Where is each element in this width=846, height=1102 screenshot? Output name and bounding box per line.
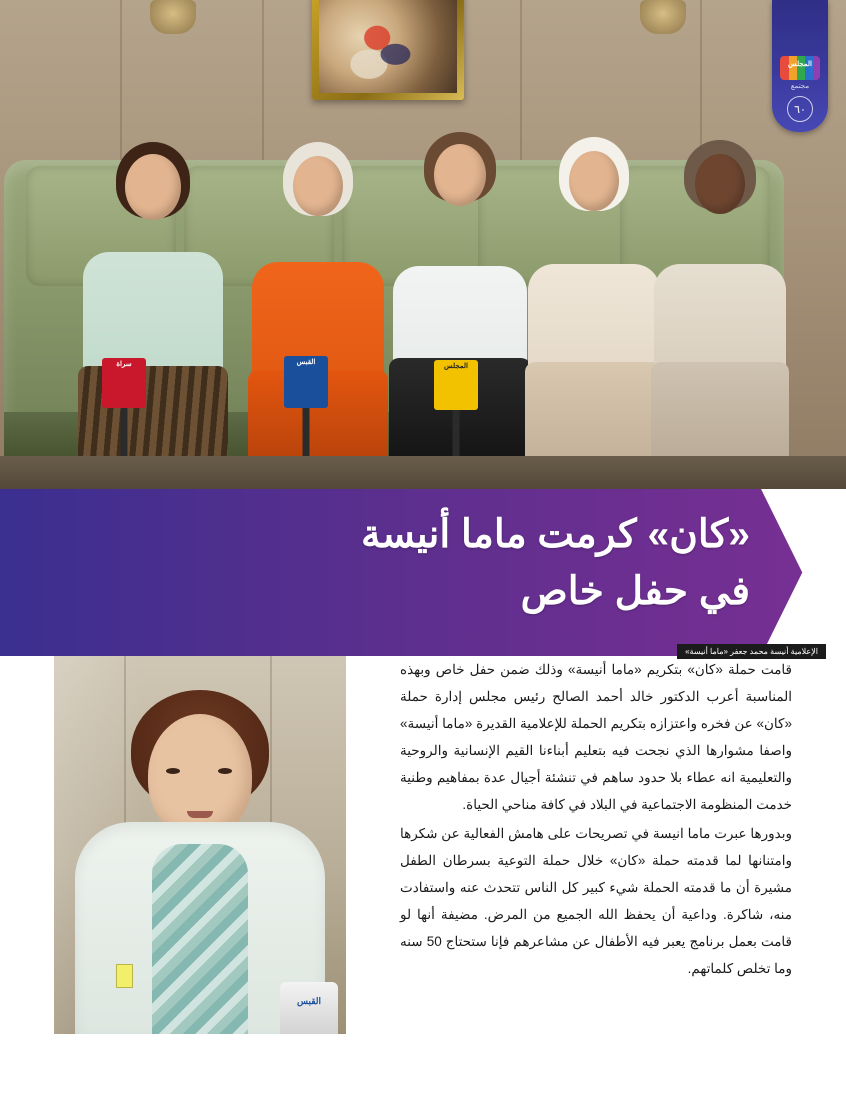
portrait-eye-right	[218, 768, 232, 774]
mic-flag-label: المجلس	[434, 360, 478, 410]
magazine-logo-icon	[780, 56, 820, 80]
headline-line-2: في حفل خاص	[520, 569, 750, 613]
microphone-2	[278, 350, 334, 470]
article-paragraph: قامت حملة «كان» بتكريم «ماما أنيسة» وذلك ضمن حفل خاص وبهذه المناسبة أعرب الدكتور خالد أحمد الصالح رئيس مجلس إدارة حملة «كان» عن فخره واعتزازه بتكريم الحملة للإعلامية القديرة «ماما أنيسة» واصفا مشوارها الذي نجحت فيه بتعليم أبناءنا القيم الإنسانية والروحية والتعليمية انه عطاء بلا حدود ساهم في تنشئة أجيال عدة بمفاهيم وطنية خدمت المنظومة الاجتماعية في البلاد في كافة مناحي الحياة.	[400, 662, 792, 812]
skirt	[651, 362, 789, 462]
framed-painting	[312, 0, 464, 100]
page-title	[50, 507, 750, 620]
magazine-section-label: مجتمع	[790, 83, 810, 90]
article-paragraph: وبدورها عبرت ماما انيسة في تصريحات على هامش الفعالية عن شكرها وامتنانها لما قدمته حملة «كان» خلال حملة التوعية بسرطان الطفل مشيرة أن ما قدمته الحملة شيء كبير كل الناس تتحدث عنه واستفادت منه، شاكرة. وداعية أن يحفظ الله الجميع من المرض. مضيفة أنها لو قامت بعمل برنامج يعبر فيه الأطفال عن مشاعرهم فإنا ستحتاج 50 سنه وما تخلص كلماتهم.	[400, 826, 792, 976]
trousers	[525, 362, 663, 462]
portrait-eye-left	[166, 768, 180, 774]
magazine-logo-name: المجلس	[788, 61, 812, 68]
article-content	[0, 656, 846, 1102]
portrait-photo	[54, 656, 346, 1034]
headline-band	[0, 489, 846, 656]
page-number: ٦٠	[787, 96, 813, 122]
microphone-1	[96, 360, 152, 470]
face	[125, 154, 181, 220]
portrait-mouth	[187, 811, 213, 818]
microphone-3	[428, 352, 484, 470]
headline-line-1: «كان» كرمت ماما أنيسة	[361, 513, 750, 556]
photo-caption: الإعلامية أنيسة محمد جعفر «ماما أنيسة»	[677, 644, 826, 659]
wall-decor-right	[640, 0, 686, 34]
hero-photo	[0, 0, 846, 500]
portrait-face	[148, 714, 252, 838]
portrait-microphone	[280, 982, 338, 1034]
article-body	[400, 656, 792, 984]
mic-flag-label: القبس	[297, 996, 321, 1006]
face	[569, 151, 619, 211]
mic-flag-label: القبس	[284, 356, 328, 408]
portrait-name-badge	[116, 964, 133, 988]
face	[695, 154, 745, 214]
magazine-logo-badge	[772, 0, 828, 132]
face	[293, 156, 343, 216]
guest-person-5	[650, 140, 790, 462]
guest-person-4	[524, 137, 664, 462]
mic-flag-label: سراة	[102, 358, 146, 408]
wall-decor-left	[150, 0, 196, 34]
painting-canvas	[319, 0, 457, 93]
portrait-scarf	[152, 844, 248, 1034]
face	[434, 144, 486, 206]
